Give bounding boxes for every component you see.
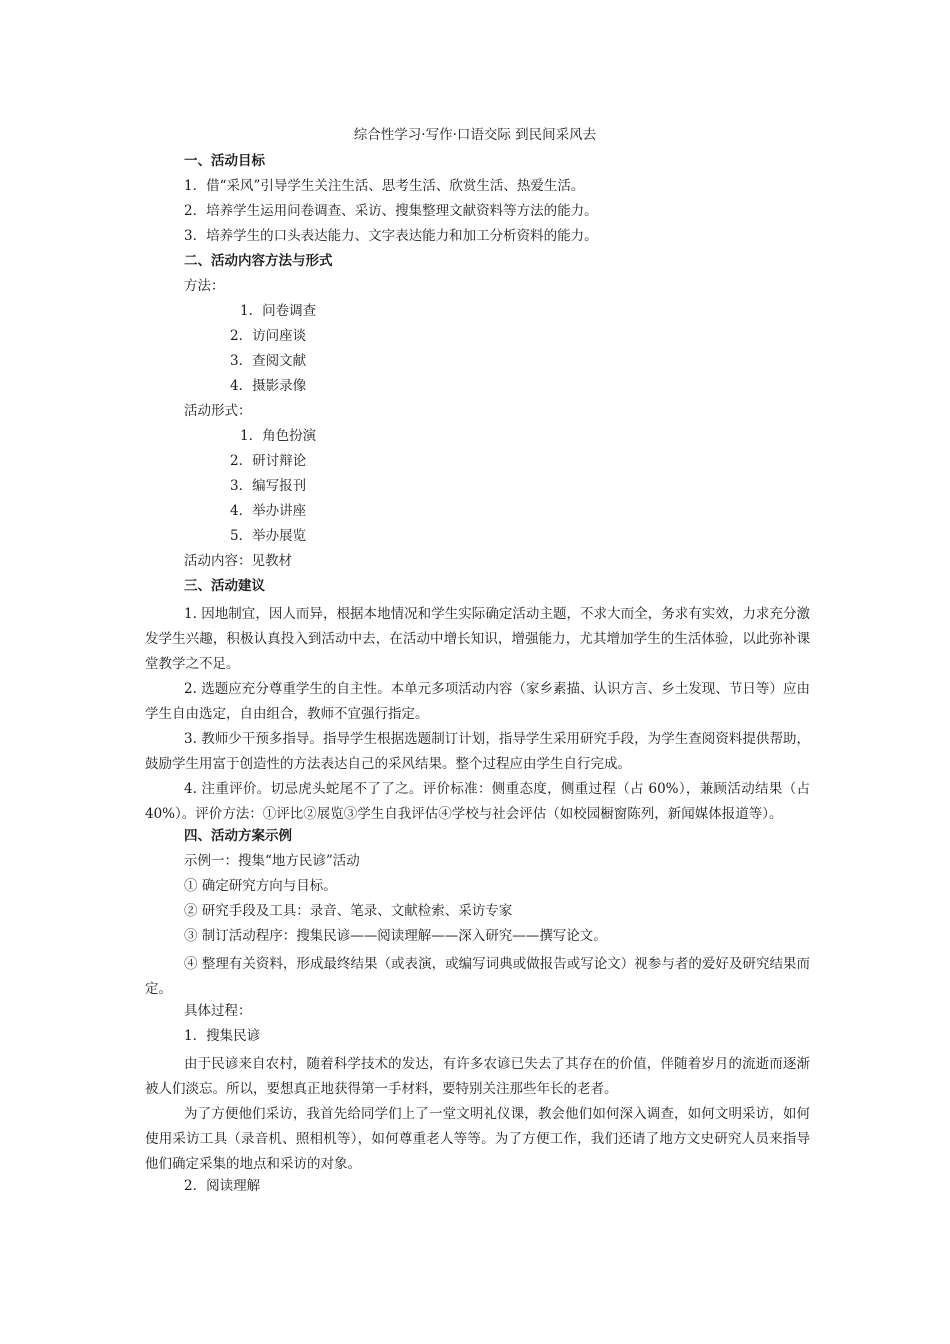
form-item-3: 3．编写报刊 — [230, 478, 307, 494]
form-item-2: 2．研讨辩论 — [230, 453, 307, 469]
suggestion-paragraph-4: 4. 注重评价。切忌虎头蛇尾不了了之。评价标准：侧重态度，侧重过程（占 60%），兼顾活动结果（占 40%）。评价方法：①评比②展览③学生自我评估④学校与社会评估（如校园橱窗陈列，新闻媒体报道等）。 — [145, 781, 810, 822]
page-title: 综合性学习·写作·口语交际 到民间采风去 — [353, 127, 597, 143]
suggestion-paragraph-2: 2. 选题应充分尊重学生的自主性。本单元多项活动内容（家乡素描、认识方言、乡土发现、节日等）应由学生自由选定，自由组合，教师不宜强行指定。 — [145, 681, 810, 722]
suggestion-paragraph-1: 1. 因地制宜，因人而异，根据本地情况和学生实际确定活动主题，不求大而全，务求有实效，力求充分激发学生兴趣，积极认真投入到活动中去，在活动中增长知识，增强能力，尤其增加学生的生活体验，以此弥补课堂教学之不足。 — [145, 606, 810, 672]
activity-content: 活动内容：见教材 — [184, 553, 292, 569]
example-title: 示例一：搜集“地方民谚”活动 — [184, 853, 360, 869]
process-paragraph-1: 由于民谚来自农村，随着科学技术的发达，有许多农谚已失去了其存在的价值，伴随着岁月的流逝而逐渐被人们淡忘。所以，要想真正地获得第一手材料，要特别关注那些年长的老者。 — [145, 1056, 810, 1097]
process-sub-2: 2．阅读理解 — [184, 1178, 261, 1194]
section-3-heading: 三、活动建议 — [184, 578, 265, 594]
example-step-1: ① 确定研究方向与目标。 — [184, 878, 337, 894]
goal-item-3: 3．培养学生的口头表达能力、文字表达能力和加工分析资料的能力。 — [184, 228, 598, 244]
example-step-2: ② 研究手段及工具：录音、笔录、文献检索、采访专家 — [184, 903, 513, 919]
process-sub-1: 1．搜集民谚 — [184, 1028, 261, 1044]
methods-label: 方法： — [184, 278, 225, 294]
process-label: 具体过程： — [184, 1003, 252, 1019]
method-item-1: 1．问卷调查 — [240, 303, 317, 319]
method-item-2: 2．访问座谈 — [230, 328, 307, 344]
forms-label: 活动形式： — [184, 403, 252, 419]
form-item-1: 1．角色扮演 — [240, 428, 317, 444]
process-paragraph-2: 为了方便他们采访，我首先给同学们上了一堂文明礼仪课，教会他们如何深入调查，如何文明采访，如何使用采访工具（录音机、照相机等），如何尊重老人等等。为了方便工作，我们还请了地方文史研究人员来指导他们确定采集的地点和采访的对象。 — [145, 1106, 810, 1172]
section-2-heading: 二、活动内容方法与形式 — [184, 253, 333, 269]
example-step-4: ④ 整理有关资料，形成最终结果（或表演，或编写词典或做报告或写论文）视参与者的爱好及研究结果而定。 — [145, 956, 810, 997]
example-step-3: ③ 制订活动程序：搜集民谚——阅读理解——深入研究——撰写论文。 — [184, 928, 607, 944]
form-item-4: 4．举办讲座 — [230, 503, 307, 519]
goal-item-2: 2．培养学生运用问卷调查、采访、搜集整理文献资料等方法的能力。 — [184, 203, 598, 219]
section-1-heading: 一、活动目标 — [184, 153, 265, 169]
method-item-3: 3．查阅文献 — [230, 353, 307, 369]
form-item-5: 5．举办展览 — [230, 528, 307, 544]
method-item-4: 4．摄影录像 — [230, 378, 307, 394]
suggestion-paragraph-3: 3. 教师少干预多指导。指导学生根据选题制订计划，指导学生采用研究手段，为学生查阅资料提供帮助，鼓励学生用富于创造性的方法表达自己的采风结果。整个过程应由学生自行完成。 — [145, 731, 810, 772]
section-4-heading: 四、活动方案示例 — [184, 828, 292, 844]
goal-item-1: 1．借“采风”引导学生关注生活、思考生活、欣赏生活、热爱生活。 — [184, 178, 585, 194]
